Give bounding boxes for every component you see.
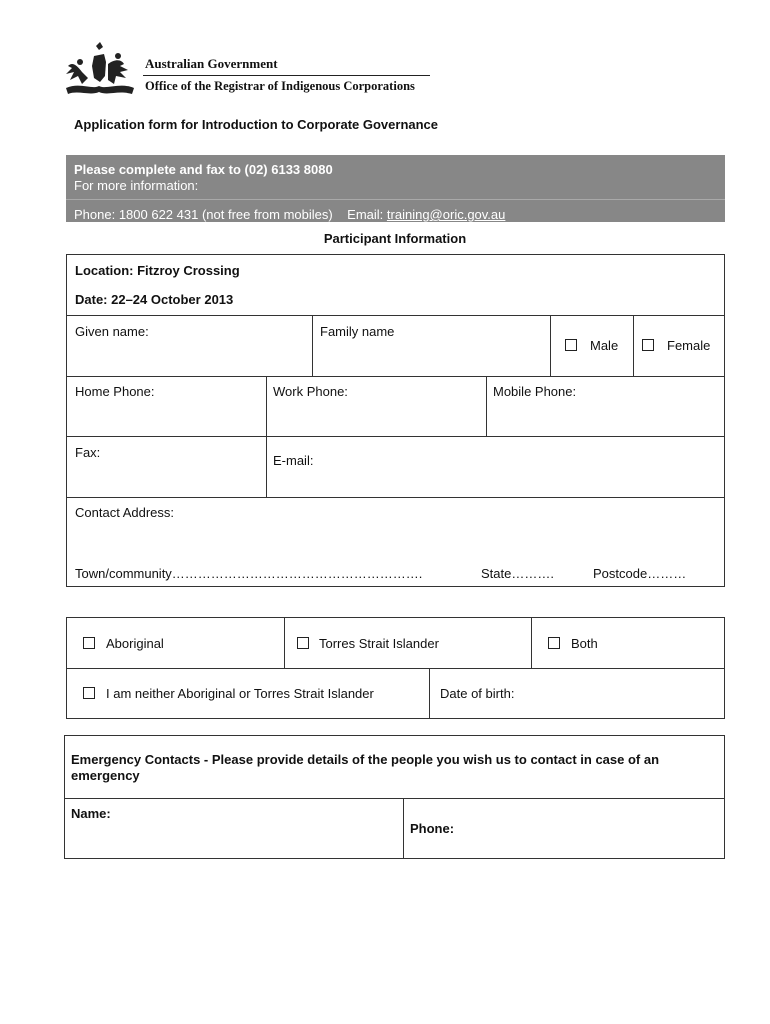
col-divider — [312, 315, 313, 376]
row-divider — [67, 668, 724, 669]
both-label: Both — [571, 636, 598, 651]
female-label: Female — [667, 338, 711, 353]
row-divider — [67, 436, 724, 437]
state-field: State………. — [481, 566, 554, 581]
phone-email-line — [74, 207, 505, 222]
row-divider — [65, 798, 724, 799]
row-divider — [67, 315, 724, 316]
participant-heading: Participant Information — [323, 231, 467, 246]
given-name-label: Given name: — [75, 324, 149, 339]
postcode-field: Postcode……… — [593, 566, 687, 581]
mobile-phone-label: Mobile Phone: — [493, 384, 577, 399]
col-divider — [633, 315, 634, 376]
emergency-contacts-table — [64, 735, 725, 859]
aboriginal-checkbox[interactable] — [83, 637, 95, 649]
home-phone-label: Home Phone: — [75, 384, 155, 399]
phone-info: Phone: 1800 622 431 (not free from mobiles) — [74, 207, 333, 222]
coat-of-arms-logo — [62, 42, 136, 98]
col-divider — [531, 618, 532, 668]
participant-info-table — [66, 254, 725, 587]
both-checkbox[interactable] — [548, 637, 560, 649]
aboriginal-label: Aboriginal — [106, 636, 164, 651]
neither-label: I am neither Aboriginal or Torres Strait Islander — [106, 686, 374, 701]
email-label: Email: — [347, 207, 384, 222]
col-divider — [429, 668, 430, 718]
col-divider — [284, 618, 285, 668]
work-phone-label: Work Phone: — [273, 384, 348, 399]
col-divider — [486, 376, 487, 437]
emergency-phone-label: Phone: — [410, 821, 455, 836]
town-community-field: Town/community…………………………………………………. — [75, 566, 423, 581]
date-of-birth-label: Date of birth: — [440, 686, 515, 701]
fax-instruction: Please complete and fax to (02) 6133 8080 — [74, 162, 333, 177]
emergency-name-label: Name: — [71, 806, 111, 821]
torres-label: Torres Strait Islander — [319, 636, 439, 651]
emergency-heading-line2: emergency — [71, 768, 140, 783]
col-divider — [403, 798, 404, 858]
origin-table — [66, 617, 725, 719]
more-info-text: For more information: — [74, 178, 199, 193]
male-label: Male — [590, 338, 619, 353]
contact-address-label: Contact Address: — [75, 505, 174, 520]
row-divider — [67, 497, 724, 498]
contact-info-box — [66, 155, 725, 222]
neither-checkbox[interactable] — [83, 687, 95, 699]
female-checkbox[interactable] — [642, 339, 654, 351]
location-text: Location: Fitzroy Crossing — [75, 263, 240, 278]
office-name: Office of the Registrar of Indigenous Corporations — [145, 79, 415, 93]
fax-label: Fax: — [75, 445, 101, 460]
emergency-heading-line1: Emergency Contacts - Please provide details of the people you wish us to contact in case of an — [71, 752, 660, 767]
male-checkbox[interactable] — [565, 339, 577, 351]
family-name-label: Family name — [320, 324, 395, 339]
torres-checkbox[interactable] — [297, 637, 309, 649]
grey-box-divider — [66, 199, 725, 200]
date-text: Date: 22–24 October 2013 — [75, 292, 234, 307]
email-label: E-mail: — [273, 453, 314, 468]
header-divider — [143, 75, 430, 76]
email-link[interactable]: training@oric.gov.au — [386, 207, 506, 222]
form-title: Application form for Introduction to Corporate Governance — [74, 117, 439, 132]
col-divider — [550, 315, 551, 376]
row-divider — [67, 376, 724, 377]
agency-name: Australian Government — [145, 56, 278, 71]
